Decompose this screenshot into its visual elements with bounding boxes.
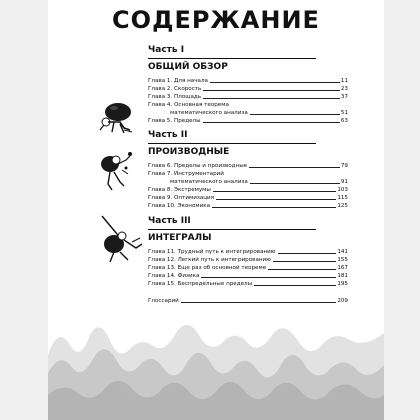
toc-row[interactable] xyxy=(148,297,348,305)
part-divider xyxy=(148,143,316,144)
toc-label: Глава 5. Пределы xyxy=(148,118,201,124)
toc-label: Глава 9. Оптимизация xyxy=(148,195,215,201)
toc-label: Глава 6. Пределы и производные xyxy=(148,163,248,169)
toc-leader xyxy=(210,82,340,83)
toc-row[interactable] xyxy=(148,178,348,186)
toc-page-number: 23 xyxy=(340,86,348,92)
toc-label: математического анализа xyxy=(170,110,248,116)
toc-label: Глава 15. Беспредельные пределы xyxy=(148,281,253,287)
toc-page-number: 37 xyxy=(340,94,348,100)
illustration-juggling-figure xyxy=(96,150,136,192)
part-name: ПРОИЗВОДНЫЕ xyxy=(148,147,230,157)
toc-leader xyxy=(254,285,336,286)
toc-leader xyxy=(250,114,340,115)
page-title: СОДЕРЖАНИЕ xyxy=(112,6,320,34)
part-number: Часть III xyxy=(148,216,191,226)
toc-row[interactable] xyxy=(148,77,348,85)
toc-page-number: 167 xyxy=(337,265,348,271)
toc-row[interactable] xyxy=(148,186,348,194)
toc-row[interactable] xyxy=(148,170,348,178)
toc-page-number: 51 xyxy=(340,110,348,116)
toc-row[interactable] xyxy=(148,202,348,210)
toc-row[interactable] xyxy=(148,93,348,101)
part-divider xyxy=(148,229,316,230)
toc-page-number: 11 xyxy=(340,78,348,84)
toc-page-number: 141 xyxy=(337,249,348,255)
toc-leader xyxy=(273,261,336,262)
toc-row[interactable] xyxy=(148,162,348,170)
toc-label: Глава 2. Скорость xyxy=(148,86,202,92)
toc-leader xyxy=(201,277,336,278)
toc-page-number: 103 xyxy=(337,187,348,193)
toc-leader xyxy=(212,207,336,208)
toc-row[interactable] xyxy=(148,85,348,93)
part-1-section xyxy=(148,45,348,125)
toc-leader xyxy=(216,199,336,200)
toc-page-number: 115 xyxy=(337,195,348,201)
part-name: ИНТЕГРАЛЫ xyxy=(148,233,212,243)
boulder-shape xyxy=(105,103,131,121)
toc-row[interactable] xyxy=(148,248,348,256)
toc-page-number: 91 xyxy=(340,179,348,185)
toc-label: Глава 10. Экономика xyxy=(148,203,211,209)
toc-label: Глоссарий xyxy=(148,298,179,304)
book-page xyxy=(48,0,384,420)
toc-row[interactable] xyxy=(148,101,348,109)
toc-label: Глава 11. Трудный путь к интегрированию xyxy=(148,249,276,255)
toc-row[interactable] xyxy=(148,280,348,288)
toc-page-number: 125 xyxy=(337,203,348,209)
toc-leader xyxy=(250,183,340,184)
toc-row[interactable] xyxy=(148,194,348,202)
toc-leader xyxy=(268,269,336,270)
toc-label: Глава 4. Основная теорема xyxy=(148,102,229,108)
illustration-climbing-figure xyxy=(92,212,148,264)
toc-page-number: 79 xyxy=(340,163,348,169)
toc-row[interactable] xyxy=(148,272,348,280)
mountain-silhouette xyxy=(48,315,384,420)
part-2-section xyxy=(148,130,348,210)
toc-page-number: 209 xyxy=(337,298,348,304)
part-number: Часть I xyxy=(148,45,185,55)
toc-page-number: 155 xyxy=(337,257,348,263)
toc-label: Глава 7. Инструментарий xyxy=(148,171,224,177)
toc-label: Глава 12. Легкий путь к интегрированию xyxy=(148,257,271,263)
toc-row[interactable] xyxy=(148,109,348,117)
toc-leader xyxy=(213,191,337,192)
toc-leader xyxy=(278,253,337,254)
illustration-boulder-carrier xyxy=(94,100,144,136)
toc-label: Глава 14. Физика xyxy=(148,273,200,279)
toc-label: Глава 8. Экстремумы xyxy=(148,187,211,193)
toc-label: Глава 1. Для начала xyxy=(148,78,208,84)
part-divider xyxy=(148,58,316,59)
toc-row[interactable] xyxy=(148,117,348,125)
toc-leader xyxy=(181,302,337,303)
toc-label: Глава 3. Площадь xyxy=(148,94,202,100)
part-number: Часть II xyxy=(148,130,188,140)
toc-leader xyxy=(203,122,340,123)
toc-page-number: 63 xyxy=(340,118,348,124)
part-3-section xyxy=(148,216,348,288)
toc-row[interactable] xyxy=(148,264,348,272)
toc-row[interactable] xyxy=(148,256,348,264)
toc-page-number: 181 xyxy=(337,273,348,279)
glossary-entry xyxy=(148,297,348,305)
toc-label: математического анализа xyxy=(170,179,248,185)
toc-leader xyxy=(249,167,340,168)
toc-leader xyxy=(203,90,340,91)
toc-page-number: 195 xyxy=(337,281,348,287)
toc-label: Глава 13. Еще раз об основной теореме xyxy=(148,265,267,271)
part-name: ОБЩИЙ ОБЗОР xyxy=(148,62,228,72)
toc-leader xyxy=(203,98,340,99)
